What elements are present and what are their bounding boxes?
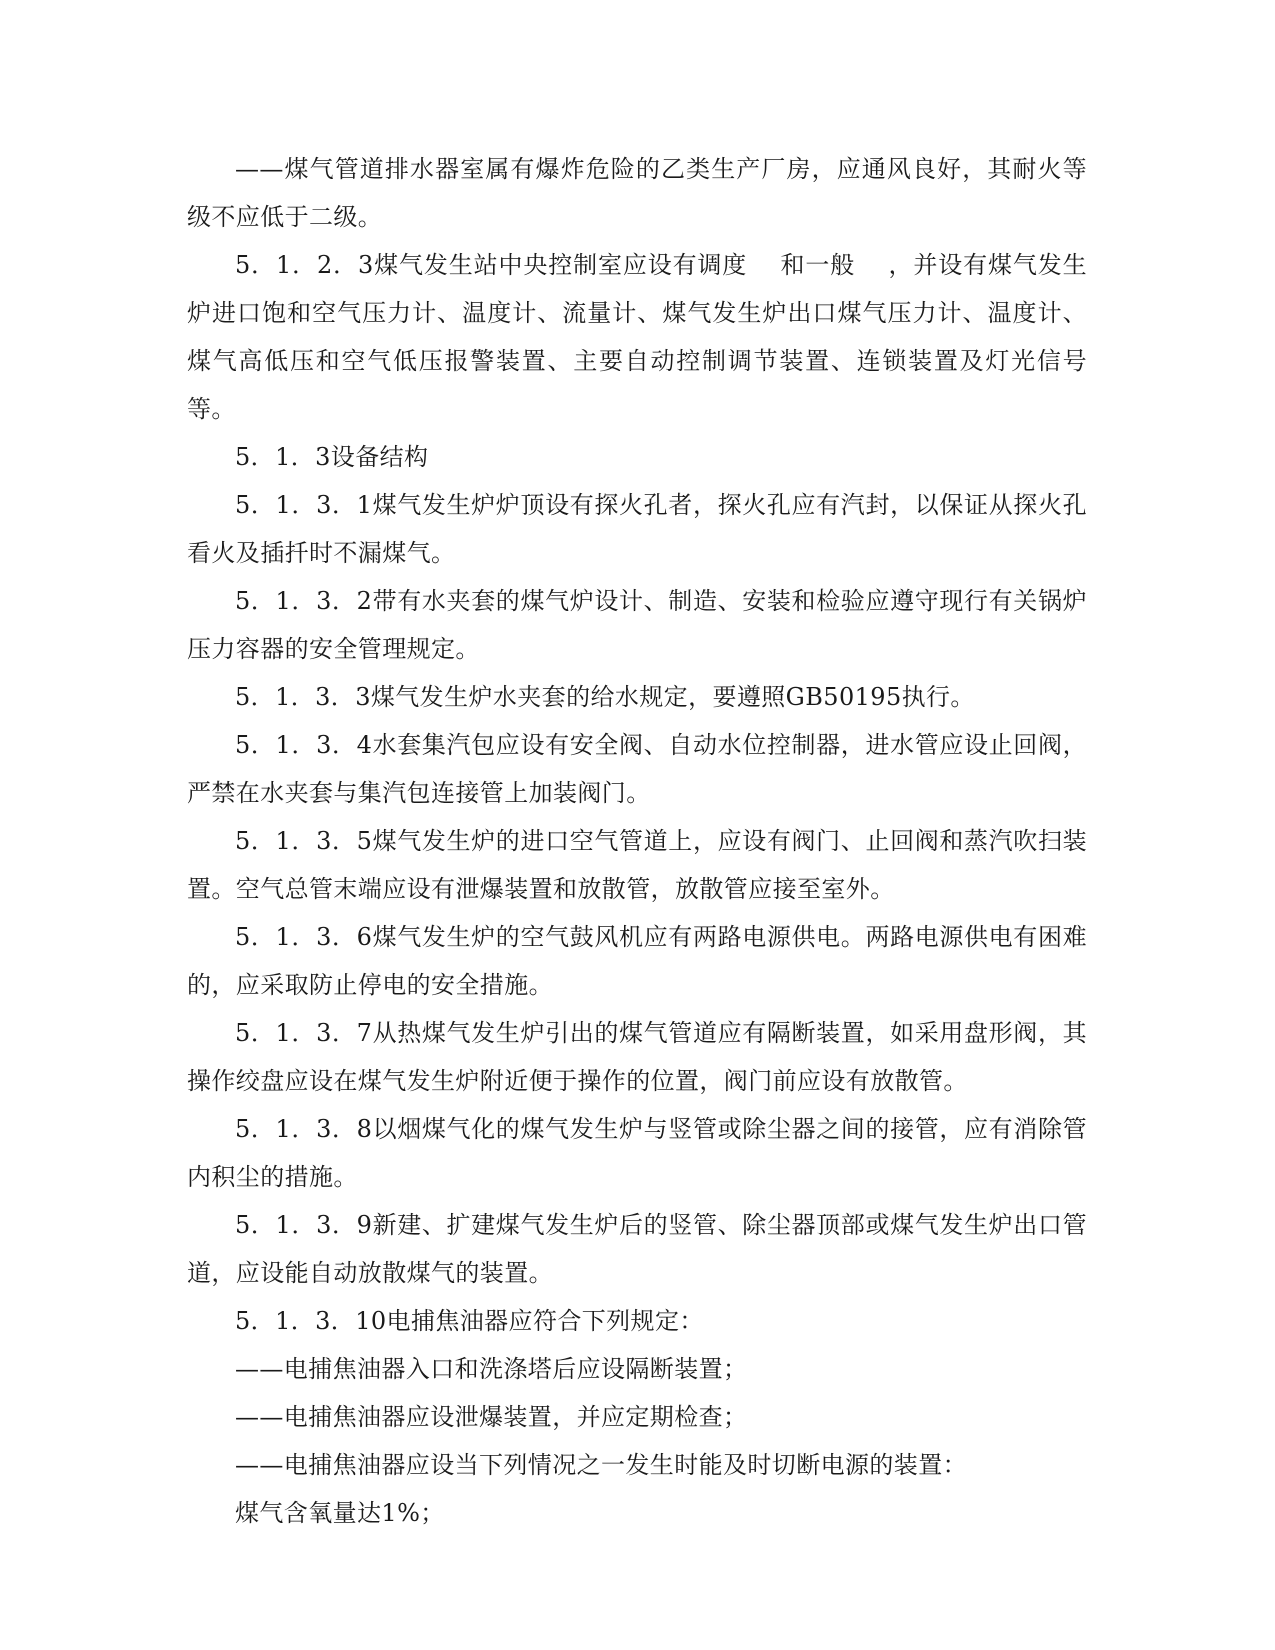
paragraph: ——煤气管道排水器室属有爆炸危险的乙类生产厂房，应通风良好，其耐火等级不应低于二级。 [187,155,1087,231]
list-item: ——电捕焦油器应设当下列情况之一发生时能及时切断电源的装置： [235,1451,967,1479]
paragraph: 5．1．3．7从热煤气发生炉引出的煤气管道应有隔断装置，如采用盘形阀，其操作绞盘应设在煤气发生炉附近便于操作的位置，阀门前应设有放散管。 [187,1019,1087,1095]
paragraph: 5．1．3．4水套集汽包应设有安全阀、自动水位控制器，进水管应设止回阀，严禁在水夹套与集汽包连接管上加装阀门。 [187,731,1087,807]
paragraph: 5．1．3．6煤气发生炉的空气鼓风机应有两路电源供电。两路电源供电有困难的，应采取防止停电的安全措施。 [187,923,1087,999]
list-item: ——电捕焦油器入口和洗涤塔后应设隔断装置； [235,1355,748,1383]
document-body [187,145,1087,1537]
paragraph: 5．1．3．8以烟煤气化的煤气发生炉与竖管或除尘器之间的接管，应有消除管内积尘的措施。 [187,1115,1087,1191]
list-item: 煤气含氧量达1%； [235,1499,445,1527]
section-heading: 5．1．3设备结构 [235,443,429,471]
paragraph: 5．1．3．1煤气发生炉炉顶设有探火孔者，探火孔应有汽封，以保证从探火孔看火及插扦时不漏煤气。 [187,491,1087,567]
paragraph: 5．1．3．2带有水夹套的煤气炉设计、制造、安装和检验应遵守现行有关锅炉压力容器的安全管理规定。 [187,587,1087,663]
paragraph: 5．1．3．10电捕焦油器应符合下列规定： [235,1307,704,1335]
paragraph: 5．1．3．9新建、扩建煤气发生炉后的竖管、除尘器顶部或煤气发生炉出口管道，应设能自动放散煤气的装置。 [187,1211,1087,1287]
paragraph: 5．1．3．5煤气发生炉的进口空气管道上，应设有阀门、止回阀和蒸汽吹扫装置。空气总管末端应设有泄爆装置和放散管，放散管应接至室外。 [187,827,1087,903]
paragraph: 5．1．2．3煤气发生站中央控制室应设有调度 和一般 ，并设有煤气发生炉进口饱和空气压力计、温度计、流量计、煤气发生炉出口煤气压力计、温度计、煤气高低压和空气低压报警装置、主要自动控制调节装置、连锁装置及灯光信号等。 [187,251,1087,423]
list-item: ——电捕焦油器应设泄爆装置，并应定期检查； [235,1403,748,1431]
paragraph: 5．1．3．3煤气发生炉水夹套的给水规定，要遵照GB50195执行。 [235,683,975,711]
